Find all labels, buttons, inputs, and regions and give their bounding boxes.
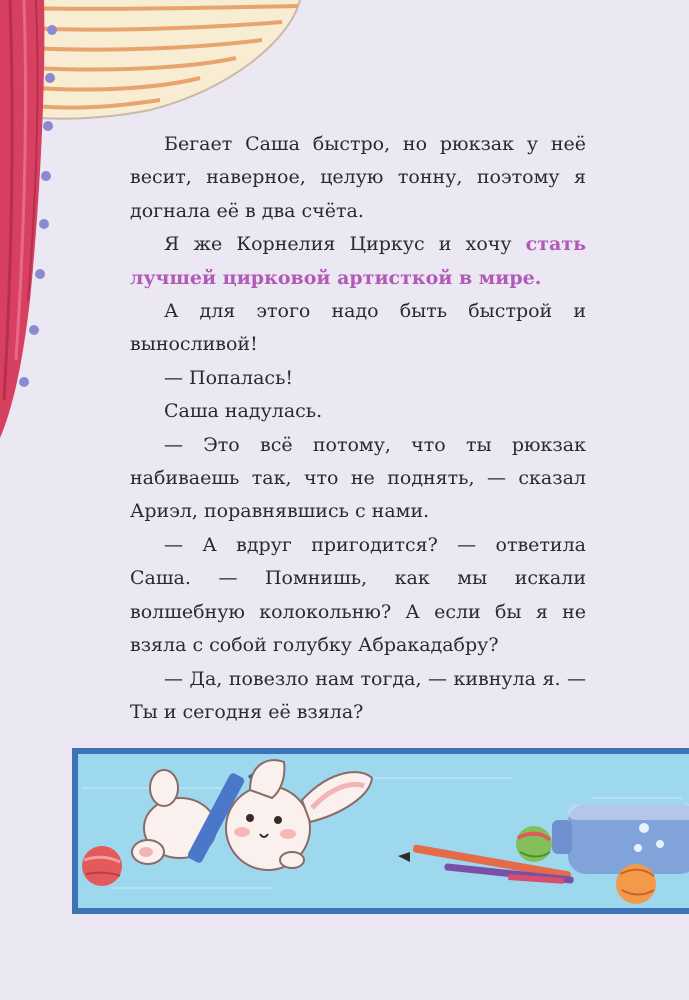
paragraph-text: — Это всё потому, что ты рюкзак набиваешь так, что не поднять, — сказал Ариэл, поравнявшись с нами. (130, 433, 586, 523)
story-text (130, 128, 586, 729)
illustration-frame-left (72, 748, 78, 914)
green-ball (516, 826, 552, 862)
orange-ball (616, 864, 656, 904)
paragraph-text: А для этого надо быть быстрой и выносливой! (130, 300, 586, 356)
paragraph (130, 128, 586, 228)
paragraph (130, 429, 586, 529)
illustration-frame-top (72, 748, 689, 754)
paragraph (130, 395, 586, 428)
paragraph-text: — Да, повезло нам тогда, — кивнула я. — Ты и сегодня её взяла? (130, 667, 586, 723)
red-ball (82, 846, 122, 886)
paragraph (130, 362, 586, 395)
paragraph-text: — А вдруг пригодится? — ответила Саша. — Помнишь, как мы искали волшебную колокольню? А если бы я не взяла с собой голубку Абракадабру? (130, 533, 586, 657)
tent-roof (20, 0, 300, 119)
red-curtain (0, 0, 44, 438)
paragraph (130, 228, 586, 295)
paragraph-text: — Попалась! (164, 366, 294, 389)
paragraph-text: Я же Корнелия Циркус и хочу (164, 233, 526, 256)
paragraph (130, 663, 586, 730)
paragraph (130, 295, 586, 362)
paragraph-text: Бегает Саша быстро, но рюкзак у неё весит, наверное, целую тонну, поэтому я догнала её в два счёта. (130, 133, 586, 222)
paragraph-text: Саша надулась. (164, 400, 323, 423)
illustration-frame-bottom (72, 908, 689, 914)
bunny-toy-illustration (72, 748, 689, 914)
highlighted-phrase: стать лучшей цирковой артисткой в мире. (130, 233, 586, 289)
water-bottle (552, 804, 689, 874)
paragraph (130, 529, 586, 663)
